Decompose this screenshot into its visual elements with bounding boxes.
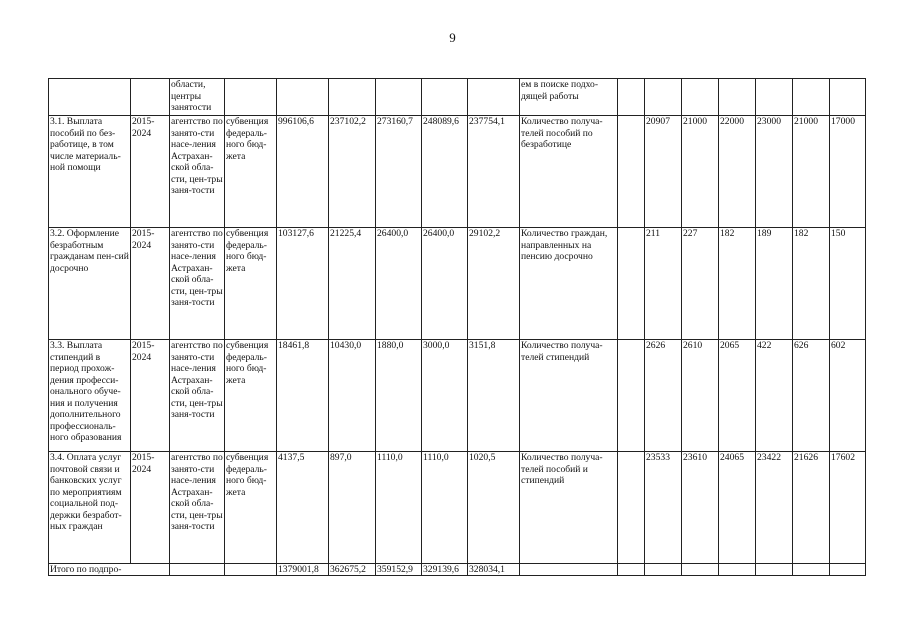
cell-executor: области, центры занятости — [170, 79, 225, 116]
cell-y3: 1110,0 — [422, 452, 468, 564]
cell-value: 20907 — [645, 116, 682, 228]
cell-total: 103127,6 — [277, 228, 329, 340]
cell-value — [682, 79, 719, 116]
cell-blank — [618, 452, 645, 564]
cell-indicator: Количество получа-телей пособий по безработице — [520, 116, 618, 228]
cell-total: 18461,8 — [277, 340, 329, 452]
cell-value: 2626 — [645, 340, 682, 452]
cell-value — [756, 564, 793, 576]
cell-name: 3.1. Выплата пособий по без-работице, в том числе материаль-ной помощи — [49, 116, 131, 228]
cell-y3: 248089,6 — [422, 116, 468, 228]
cell-blank — [618, 340, 645, 452]
total-y4: 328034,1 — [468, 564, 520, 576]
cell-y3 — [422, 79, 468, 116]
cell-value: 17602 — [830, 452, 866, 564]
cell-value — [682, 564, 719, 576]
cell-y1 — [329, 79, 376, 116]
cell-value: 17000 — [830, 116, 866, 228]
cell-value: 21000 — [682, 116, 719, 228]
cell-value — [719, 564, 756, 576]
total-sum: 1379001,8 — [277, 564, 329, 576]
cell-name: 3.3. Выплата стипендий в период прохож-дения професси-онального обуче-ния и получения дополнительного профессиональ-ного образования — [49, 340, 131, 452]
cell-y4: 1020,5 — [468, 452, 520, 564]
cell-executor — [170, 564, 225, 576]
cell-name: 3.2. Оформление безработным гражданам пен-сий досрочно — [49, 228, 131, 340]
cell-source: субвенция федераль-ного бюд-жета — [225, 340, 277, 452]
table-row — [49, 452, 866, 564]
cell-value: 227 — [682, 228, 719, 340]
cell-value: 602 — [830, 340, 866, 452]
cell-name — [49, 79, 131, 116]
cell-value: 23610 — [682, 452, 719, 564]
cell-value — [645, 79, 682, 116]
cell-executor: агентство по занято-сти насе-ления Астрахан-ской обла-сти, цен-тры заня-тости — [170, 228, 225, 340]
cell-value: 189 — [756, 228, 793, 340]
cell-y2: 1880,0 — [376, 340, 422, 452]
table-row — [49, 116, 866, 228]
cell-value — [793, 564, 830, 576]
total-y2: 359152,9 — [376, 564, 422, 576]
cell-value: 22000 — [719, 116, 756, 228]
cell-y2: 26400,0 — [376, 228, 422, 340]
cell-indicator: Количество граждан, направленных на пенсию досрочно — [520, 228, 618, 340]
cell-y4: 237754,1 — [468, 116, 520, 228]
cell-y3: 26400,0 — [422, 228, 468, 340]
cell-y1: 237102,2 — [329, 116, 376, 228]
total-y1: 362675,2 — [329, 564, 376, 576]
cell-y2: 273160,7 — [376, 116, 422, 228]
cell-value: 24065 — [719, 452, 756, 564]
cell-value: 626 — [793, 340, 830, 452]
cell-y1: 21225,4 — [329, 228, 376, 340]
cell-indicator: Количество получа-телей стипендий — [520, 340, 618, 452]
cell-source: субвенция федераль-ного бюд-жета — [225, 116, 277, 228]
cell-value: 2065 — [719, 340, 756, 452]
cell-value: 23000 — [756, 116, 793, 228]
cell-blank — [618, 564, 645, 576]
cell-period — [131, 79, 170, 116]
cell-value: 23422 — [756, 452, 793, 564]
cell-value: 150 — [830, 228, 866, 340]
cell-indicator: ем в поиске подхо-дящей работы — [520, 79, 618, 116]
cell-value: 422 — [756, 340, 793, 452]
cell-executor: агентство по занято-сти насе-ления Астрахан-ской обла-сти, цен-тры заня-тости — [170, 452, 225, 564]
cell-period: 2015-2024 — [131, 340, 170, 452]
cell-value: 21626 — [793, 452, 830, 564]
table-row — [49, 340, 866, 452]
cell-blank — [618, 116, 645, 228]
cell-value: 23533 — [645, 452, 682, 564]
cell-indicator — [520, 564, 618, 576]
cell-source — [225, 79, 277, 116]
cell-executor: агентство по занято-сти насе-ления Астрахан-ской обла-сти, цен-тры заня-тости — [170, 340, 225, 452]
cell-source: субвенция федераль-ного бюд-жета — [225, 228, 277, 340]
cell-y4: 3151,8 — [468, 340, 520, 452]
cell-name: 3.4. Оплата услуг почтовой связи и банковских услуг по мероприятиям социальной под-держки безработ-ных граждан — [49, 452, 131, 564]
cell-executor: агентство по занято-сти насе-ления Астрахан-ской обла-сти, цен-тры заня-тости — [170, 116, 225, 228]
cell-value: 21000 — [793, 116, 830, 228]
cell-y1: 897,0 — [329, 452, 376, 564]
cell-source — [225, 564, 277, 576]
cell-value — [756, 79, 793, 116]
cell-total — [277, 79, 329, 116]
table-row-continuation — [49, 79, 866, 116]
total-row — [49, 564, 866, 576]
program-table — [48, 78, 866, 576]
total-label: Итого по подпро- — [49, 564, 170, 576]
cell-indicator: Количество получа-телей пособий и стипендий — [520, 452, 618, 564]
cell-value — [830, 564, 866, 576]
cell-value: 182 — [719, 228, 756, 340]
cell-total: 996106,6 — [277, 116, 329, 228]
cell-value — [793, 79, 830, 116]
cell-value: 2610 — [682, 340, 719, 452]
total-y3: 329139,6 — [422, 564, 468, 576]
cell-y2: 1110,0 — [376, 452, 422, 564]
cell-value: 182 — [793, 228, 830, 340]
cell-blank — [618, 79, 645, 116]
cell-blank — [618, 228, 645, 340]
cell-value — [645, 564, 682, 576]
cell-period: 2015-2024 — [131, 452, 170, 564]
cell-y2 — [376, 79, 422, 116]
cell-period: 2015-2024 — [131, 116, 170, 228]
cell-y4 — [468, 79, 520, 116]
page-number: 9 — [449, 30, 456, 45]
cell-value: 211 — [645, 228, 682, 340]
table-row — [49, 228, 866, 340]
cell-source: субвенция федераль-ного бюд-жета — [225, 452, 277, 564]
cell-total: 4137,5 — [277, 452, 329, 564]
cell-y3: 3000,0 — [422, 340, 468, 452]
cell-y4: 29102,2 — [468, 228, 520, 340]
cell-value — [830, 79, 866, 116]
cell-value — [719, 79, 756, 116]
cell-period: 2015-2024 — [131, 228, 170, 340]
cell-y1: 10430,0 — [329, 340, 376, 452]
